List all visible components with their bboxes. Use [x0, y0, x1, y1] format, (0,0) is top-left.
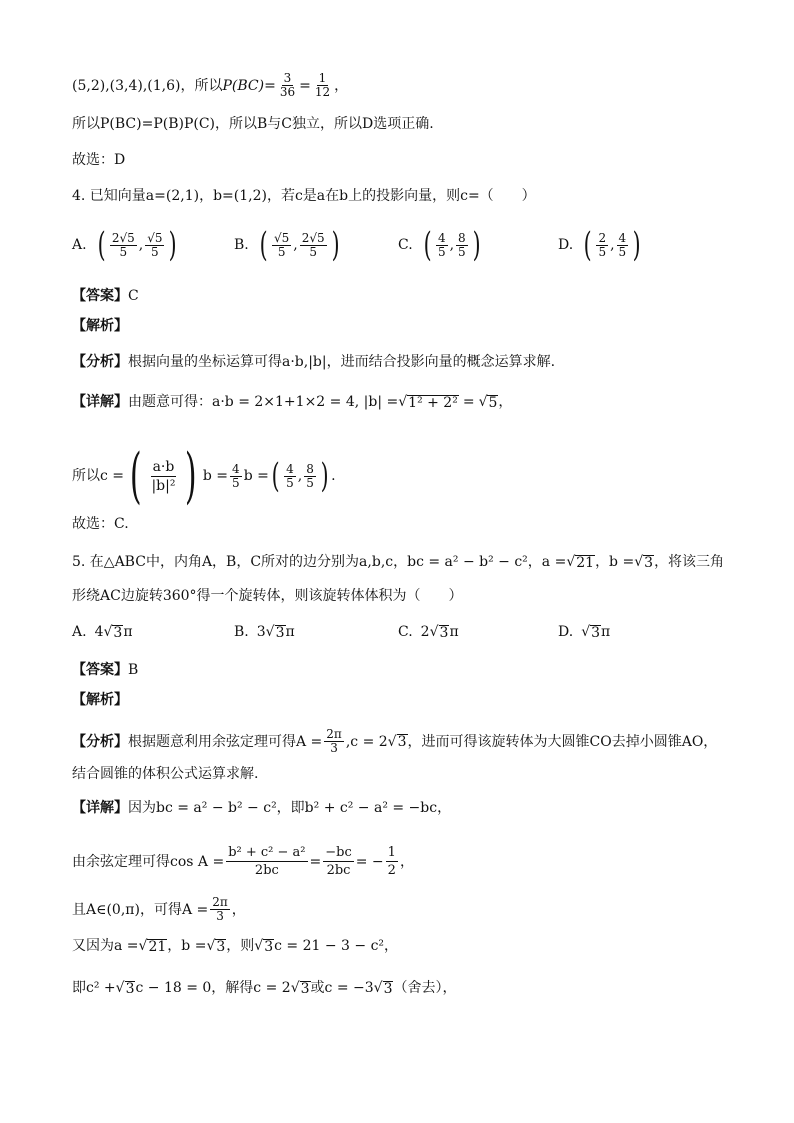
fraction: [272, 232, 291, 259]
numerator: 8: [306, 461, 314, 476]
text: 所以c =: [72, 468, 125, 484]
text: ，进而可得该旋转体为大圆锥CO去掉小圆锥AO，: [407, 733, 718, 750]
numerator: 2π: [326, 727, 342, 741]
paren-close: ): [169, 225, 178, 265]
numerator: b² + c² − a²: [228, 845, 306, 860]
numerator: a·b: [152, 458, 175, 475]
coefficient: 3: [256, 624, 266, 640]
coefficient: 4: [94, 624, 104, 640]
radicand: 3: [216, 938, 226, 955]
comma: ,: [293, 237, 298, 253]
text-line: [72, 514, 754, 534]
numerator: √5: [274, 230, 290, 245]
text: 由余弦定理可得cos A =: [72, 853, 225, 870]
sqrt-sign: √: [566, 554, 576, 570]
text: ，: [231, 901, 246, 918]
analysis-tag: 【解析】: [72, 318, 128, 334]
option-label: A.: [72, 624, 87, 640]
text: 且A∈(0,π)，可得A =: [72, 901, 209, 918]
detail-line: [72, 978, 754, 998]
text: b =: [243, 468, 269, 484]
denominator: 2: [387, 863, 396, 878]
q5-option-2: [234, 624, 295, 640]
q5-option-3: [398, 624, 459, 640]
fraction: [210, 896, 230, 923]
paren-open: (: [129, 441, 142, 511]
numerator: 2√5: [301, 230, 325, 245]
analysis-tag: 【解析】: [72, 692, 128, 708]
denominator: 36: [279, 85, 296, 99]
question-5-cont: [72, 586, 754, 606]
question-4: [72, 186, 754, 206]
numerator: 1: [387, 845, 396, 860]
fraction: [386, 844, 398, 879]
fenxi-tag: 【分析】: [72, 354, 128, 370]
text: ，: [334, 77, 349, 94]
paren-close: ): [320, 456, 329, 496]
fraction: [226, 844, 307, 879]
sqrt-sign: √: [103, 624, 113, 640]
detail-line: [72, 936, 754, 956]
text: 或c = −3: [310, 980, 374, 996]
text: ，: [399, 853, 414, 870]
denominator: 5: [458, 244, 466, 259]
numerator: 2π: [212, 895, 228, 909]
numerator: 4: [618, 230, 627, 245]
sqrt-sign: √: [115, 980, 125, 996]
option-label: C.: [398, 624, 413, 640]
denominator: 2bc: [254, 863, 279, 878]
question-text: 4. 已知向量a=(2,1)，b=(1,2)，若c是a在b上的投影向量，则c=（ ）: [72, 188, 536, 204]
option-label: D.: [558, 624, 574, 640]
pi: π: [285, 624, 295, 640]
text: c − 18 = 0，解得c = 2: [135, 980, 291, 996]
text: 由题意可得：a·b = 2×1+1×2 = 4, |b| =: [128, 394, 399, 410]
comma: ,: [449, 237, 455, 253]
denominator: 3: [216, 909, 224, 923]
answer-value: C: [128, 288, 139, 304]
text: 故选：C.: [72, 516, 129, 532]
q4-option-4: [558, 225, 643, 265]
denominator: 5: [232, 475, 240, 490]
numerator: 8: [458, 230, 466, 245]
numerator: 3: [283, 71, 292, 85]
radicand: 21: [148, 938, 167, 955]
fraction: [324, 728, 344, 755]
text: ，b =: [167, 938, 207, 954]
sqrt-sign: √: [634, 554, 644, 570]
denominator: 3: [330, 741, 338, 755]
radicand: 3: [125, 980, 135, 997]
text: 结合圆锥的体积公式运算求解.: [72, 766, 259, 782]
q4-option-2: [234, 225, 342, 265]
q4-option-3: [398, 225, 483, 265]
answer-tag: 【答案】: [72, 662, 128, 678]
text: 故选：D: [72, 152, 126, 168]
text-line: [72, 72, 754, 99]
radicand: 3: [113, 624, 123, 641]
text: ，b =: [595, 554, 635, 570]
equals: =: [299, 77, 311, 94]
text-line: [72, 114, 754, 134]
q5-option-1: [72, 624, 133, 640]
answer-tag: 【答案】: [72, 288, 128, 304]
paren-open: (: [271, 456, 280, 496]
text-line: [72, 150, 754, 170]
radicand: 3: [591, 624, 601, 641]
equals: =: [309, 853, 322, 870]
radicand: 3: [264, 938, 274, 955]
radicand: 1² + 2²: [408, 394, 458, 411]
analysis-line: [72, 352, 754, 372]
text: ，则: [226, 938, 255, 954]
fraction: [436, 232, 448, 259]
option-label: C.: [398, 237, 413, 253]
answer-line: [72, 660, 754, 680]
text: 所以P(BC)=P(B)P(C)，所以B与C独立，所以D选项正确.: [72, 116, 434, 132]
sqrt-sign: √: [138, 938, 148, 954]
text: 又因为a =: [72, 938, 139, 954]
text: ,c = 2: [345, 733, 388, 750]
fraction: [145, 232, 164, 259]
comma: ,: [610, 237, 615, 253]
coefficient: 2: [420, 624, 430, 640]
q4-option-1: [72, 225, 180, 265]
fraction: [313, 72, 332, 99]
fraction: [284, 463, 296, 490]
numerator: 2√5: [111, 230, 135, 245]
numerator: −bc: [325, 845, 352, 860]
detail-line: [72, 441, 754, 511]
paren-open: (: [423, 225, 432, 265]
paren-close: ): [331, 225, 340, 265]
fraction: [110, 232, 137, 259]
paren-open: (: [583, 225, 592, 265]
text: c = 21 − 3 − c²，: [274, 938, 399, 954]
analysis-line: [72, 764, 754, 784]
pi: π: [123, 624, 133, 640]
text: 即c² +: [72, 980, 116, 996]
option-label: D.: [558, 237, 574, 253]
answer-value: B: [128, 662, 139, 678]
denominator: 5: [151, 244, 159, 259]
xiangjie-tag: 【详解】: [72, 800, 128, 816]
fraction: [456, 232, 468, 259]
text: ，将该三角: [654, 554, 725, 570]
denominator: 12: [314, 85, 331, 99]
q5-option-4: [558, 624, 610, 640]
denominator: 5: [618, 244, 627, 259]
radicand: 3: [300, 980, 310, 997]
text: (5,2),(3,4),(1,6)，所以: [72, 77, 223, 94]
text: （舍去），: [393, 980, 457, 996]
paren-close: ): [472, 225, 481, 265]
analysis-heading: [72, 690, 754, 710]
fraction: [617, 232, 629, 259]
sqrt-sign: √: [387, 733, 397, 750]
denominator: 5: [277, 244, 286, 259]
radicand: 3: [275, 624, 285, 641]
sqrt-sign: √: [478, 394, 488, 410]
denominator: 5: [437, 244, 446, 259]
xiangjie-tag: 【详解】: [72, 394, 128, 410]
denominator: 5: [309, 244, 318, 259]
denominator: 5: [598, 244, 607, 259]
question-text: 5. 在△ABC中，内角A，B，C所对的边分别为a,b,c，bc = a² − b² − c²，a =: [72, 554, 567, 570]
sqrt-sign: √: [398, 394, 408, 410]
question-5: [72, 552, 754, 572]
sqrt-sign: √: [581, 624, 591, 640]
denominator: 5: [286, 475, 294, 490]
analysis-heading: [72, 316, 754, 336]
answer-line: [72, 286, 754, 306]
formula: P(BC)=: [222, 77, 276, 94]
text: b =: [202, 468, 229, 484]
denominator: 2bc: [326, 863, 351, 878]
denominator: 5: [306, 475, 314, 490]
fraction: [278, 72, 297, 99]
pi: π: [449, 624, 459, 640]
radicand: 3: [644, 554, 654, 571]
analysis-line: [72, 728, 754, 755]
sqrt-sign: √: [265, 624, 275, 640]
paren-close: ): [632, 225, 641, 265]
equals: =: [462, 394, 475, 410]
radicand: 3: [439, 624, 449, 641]
fenxi-tag: 【分析】: [72, 733, 128, 750]
denominator: |b|²: [151, 477, 176, 494]
pi: π: [601, 624, 611, 640]
numerator: 4: [232, 461, 240, 476]
fraction: [230, 463, 242, 490]
numerator: 4: [437, 230, 446, 245]
detail-line: [72, 844, 754, 879]
sqrt-sign: √: [373, 980, 383, 996]
detail-line: [72, 798, 754, 818]
numerator: 1: [318, 71, 327, 85]
option-label: B.: [234, 624, 249, 640]
option-label: A.: [72, 237, 87, 253]
numerator: 4: [286, 461, 294, 476]
denominator: 5: [119, 244, 128, 259]
text: 因为bc = a² − b² − c²，即b² + c² − a² = −bc，: [128, 800, 452, 816]
text: 根据向量的坐标运算可得a·b,|b|，进而结合投影向量的概念运算求解.: [128, 354, 556, 370]
numerator: 2: [598, 230, 607, 245]
text: 根据题意利用余弦定理可得A =: [128, 733, 323, 750]
text: ，: [498, 394, 513, 410]
paren-open: (: [97, 225, 106, 265]
fraction: [149, 458, 177, 495]
equals: = −: [355, 853, 384, 870]
sqrt-sign: √: [290, 980, 300, 996]
text: .: [331, 468, 336, 484]
sqrt-sign: √: [206, 938, 216, 954]
radicand: 21: [576, 554, 595, 571]
detail-line: [72, 392, 754, 412]
paren-close: ): [185, 441, 198, 511]
sqrt-sign: √: [254, 938, 264, 954]
fraction: [300, 232, 327, 259]
option-label: B.: [234, 237, 249, 253]
paren-open: (: [259, 225, 268, 265]
fraction: [596, 232, 608, 259]
radicand: 3: [397, 734, 407, 750]
fraction: [304, 463, 316, 490]
sqrt-sign: √: [429, 624, 439, 640]
question-text: 形绕AC边旋转360°得一个旋转体，则该旋转体体积为（ ）: [72, 588, 463, 604]
fraction: [323, 844, 354, 879]
numerator: √5: [147, 230, 163, 245]
radicand: 5: [488, 394, 498, 411]
comma: ,: [138, 237, 144, 253]
radicand: 3: [383, 980, 393, 997]
detail-line: [72, 896, 754, 923]
comma: ,: [297, 468, 303, 484]
